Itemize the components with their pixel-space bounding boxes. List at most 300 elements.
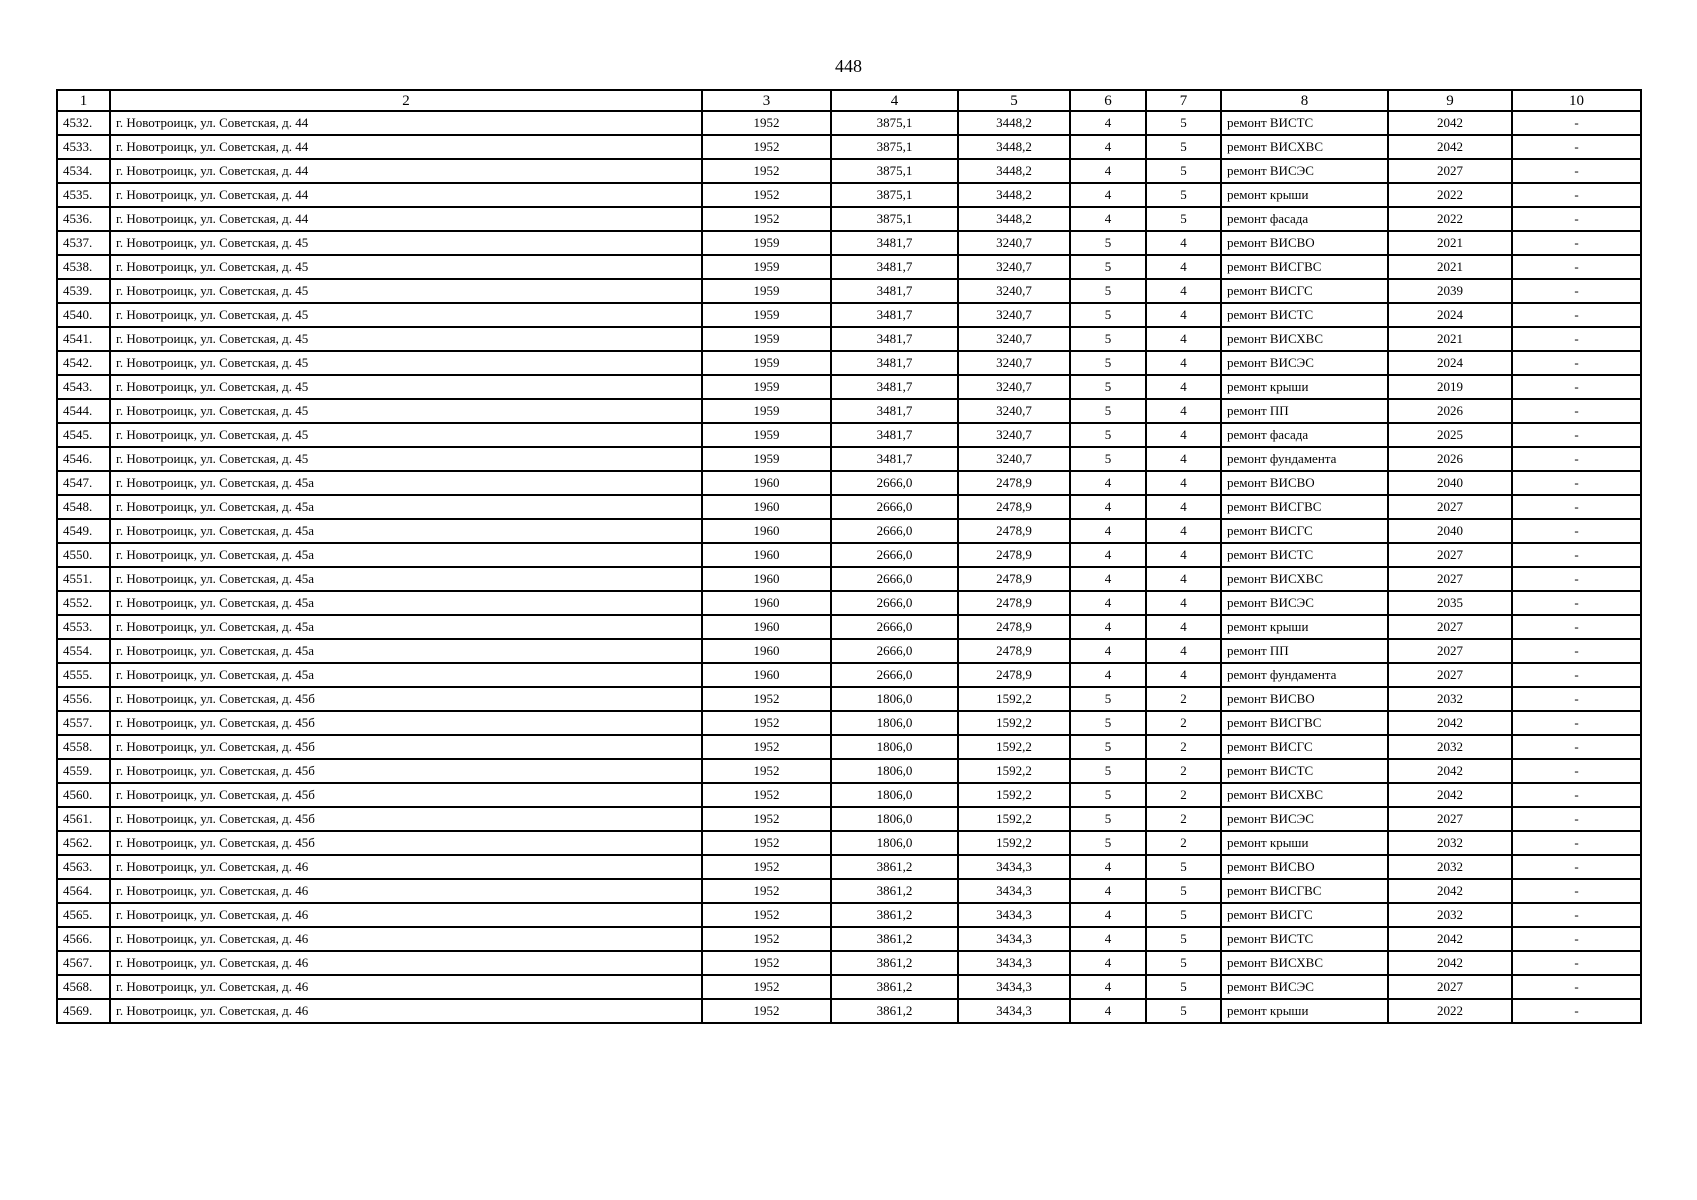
- note-cell: -: [1512, 135, 1641, 159]
- total-area-cell: 3481,7: [831, 231, 958, 255]
- table-row: [57, 543, 1641, 567]
- column-header: 8: [1221, 90, 1388, 111]
- entrances-cell: 2: [1146, 831, 1221, 855]
- table-body: [57, 111, 1641, 1023]
- entrances-cell: 4: [1146, 471, 1221, 495]
- total-area-cell: 3861,2: [831, 999, 958, 1023]
- note-cell: -: [1512, 639, 1641, 663]
- work-type-cell: ремонт ВИСТС: [1221, 543, 1388, 567]
- total-area-cell: 1806,0: [831, 831, 958, 855]
- table-row: [57, 447, 1641, 471]
- note-cell: -: [1512, 567, 1641, 591]
- work-type-cell: ремонт ВИСХВС: [1221, 567, 1388, 591]
- note-cell: -: [1512, 735, 1641, 759]
- floors-cell: 5: [1070, 279, 1146, 303]
- table-row: [57, 831, 1641, 855]
- planned-year-cell: 2027: [1388, 159, 1512, 183]
- row-number-cell: 4556.: [57, 687, 110, 711]
- year-cell: 1952: [702, 807, 831, 831]
- total-area-cell: 3875,1: [831, 135, 958, 159]
- entrances-cell: 4: [1146, 519, 1221, 543]
- planned-year-cell: 2024: [1388, 351, 1512, 375]
- address-cell: г. Новотроицк, ул. Советская, д. 45а: [110, 495, 702, 519]
- planned-year-cell: 2027: [1388, 663, 1512, 687]
- year-cell: 1960: [702, 663, 831, 687]
- row-number-cell: 4559.: [57, 759, 110, 783]
- column-header: 4: [831, 90, 958, 111]
- table-row: [57, 879, 1641, 903]
- address-cell: г. Новотроицк, ул. Советская, д. 45б: [110, 711, 702, 735]
- planned-year-cell: 2026: [1388, 399, 1512, 423]
- note-cell: -: [1512, 855, 1641, 879]
- note-cell: -: [1512, 231, 1641, 255]
- note-cell: -: [1512, 159, 1641, 183]
- floors-cell: 5: [1070, 447, 1146, 471]
- planned-year-cell: 2026: [1388, 447, 1512, 471]
- row-number-cell: 4532.: [57, 111, 110, 135]
- page-number: 448: [835, 56, 862, 76]
- floors-cell: 4: [1070, 111, 1146, 135]
- row-number-cell: 4561.: [57, 807, 110, 831]
- row-number-cell: 4542.: [57, 351, 110, 375]
- note-cell: -: [1512, 303, 1641, 327]
- address-cell: г. Новотроицк, ул. Советская, д. 46: [110, 903, 702, 927]
- table-row: [57, 471, 1641, 495]
- total-area-cell: 3481,7: [831, 255, 958, 279]
- address-cell: г. Новотроицк, ул. Советская, д. 45б: [110, 783, 702, 807]
- total-area-cell: 3481,7: [831, 327, 958, 351]
- table-row: [57, 807, 1641, 831]
- work-type-cell: ремонт ВИСГС: [1221, 735, 1388, 759]
- floors-cell: 5: [1070, 423, 1146, 447]
- row-number-cell: 4554.: [57, 639, 110, 663]
- entrances-cell: 4: [1146, 495, 1221, 519]
- work-type-cell: ремонт ВИСЭС: [1221, 807, 1388, 831]
- living-area-cell: 1592,2: [958, 711, 1070, 735]
- work-type-cell: ремонт ВИСХВС: [1221, 783, 1388, 807]
- entrances-cell: 4: [1146, 255, 1221, 279]
- note-cell: -: [1512, 615, 1641, 639]
- work-type-cell: ремонт ВИСГВС: [1221, 711, 1388, 735]
- entrances-cell: 5: [1146, 927, 1221, 951]
- work-type-cell: ремонт ПП: [1221, 639, 1388, 663]
- floors-cell: 5: [1070, 759, 1146, 783]
- floors-cell: 4: [1070, 927, 1146, 951]
- table-row: [57, 567, 1641, 591]
- address-cell: г. Новотроицк, ул. Советская, д. 46: [110, 951, 702, 975]
- row-number-cell: 4566.: [57, 927, 110, 951]
- entrances-cell: 2: [1146, 759, 1221, 783]
- note-cell: -: [1512, 663, 1641, 687]
- planned-year-cell: 2042: [1388, 711, 1512, 735]
- table-row: [57, 327, 1641, 351]
- total-area-cell: 3481,7: [831, 279, 958, 303]
- row-number-cell: 4565.: [57, 903, 110, 927]
- address-cell: г. Новотроицк, ул. Советская, д. 45б: [110, 687, 702, 711]
- column-header: 10: [1512, 90, 1641, 111]
- total-area-cell: 3861,2: [831, 855, 958, 879]
- total-area-cell: 3481,7: [831, 399, 958, 423]
- table-row: [57, 111, 1641, 135]
- work-type-cell: ремонт фундамента: [1221, 447, 1388, 471]
- year-cell: 1960: [702, 639, 831, 663]
- table-row: [57, 639, 1641, 663]
- living-area-cell: 3448,2: [958, 183, 1070, 207]
- living-area-cell: 2478,9: [958, 495, 1070, 519]
- row-number-cell: 4534.: [57, 159, 110, 183]
- living-area-cell: 1592,2: [958, 735, 1070, 759]
- row-number-cell: 4544.: [57, 399, 110, 423]
- address-cell: г. Новотроицк, ул. Советская, д. 45а: [110, 543, 702, 567]
- year-cell: 1959: [702, 231, 831, 255]
- entrances-cell: 2: [1146, 735, 1221, 759]
- row-number-cell: 4533.: [57, 135, 110, 159]
- work-type-cell: ремонт ВИСГВС: [1221, 495, 1388, 519]
- table-row: [57, 375, 1641, 399]
- column-header: 2: [110, 90, 702, 111]
- address-cell: г. Новотроицк, ул. Советская, д. 45: [110, 447, 702, 471]
- floors-cell: 4: [1070, 519, 1146, 543]
- planned-year-cell: 2022: [1388, 207, 1512, 231]
- entrances-cell: 4: [1146, 423, 1221, 447]
- column-header: 1: [57, 90, 110, 111]
- table-row: [57, 711, 1641, 735]
- note-cell: -: [1512, 207, 1641, 231]
- entrances-cell: 2: [1146, 711, 1221, 735]
- living-area-cell: 3240,7: [958, 303, 1070, 327]
- entrances-cell: 2: [1146, 687, 1221, 711]
- row-number-cell: 4538.: [57, 255, 110, 279]
- total-area-cell: 2666,0: [831, 663, 958, 687]
- year-cell: 1952: [702, 759, 831, 783]
- floors-cell: 4: [1070, 471, 1146, 495]
- total-area-cell: 3481,7: [831, 447, 958, 471]
- total-area-cell: 2666,0: [831, 471, 958, 495]
- planned-year-cell: 2042: [1388, 951, 1512, 975]
- planned-year-cell: 2035: [1388, 591, 1512, 615]
- table-row: [57, 783, 1641, 807]
- table-row: [57, 351, 1641, 375]
- year-cell: 1952: [702, 735, 831, 759]
- column-header: 6: [1070, 90, 1146, 111]
- row-number-cell: 4546.: [57, 447, 110, 471]
- total-area-cell: 3861,2: [831, 879, 958, 903]
- total-area-cell: 3861,2: [831, 903, 958, 927]
- row-number-cell: 4558.: [57, 735, 110, 759]
- floors-cell: 4: [1070, 183, 1146, 207]
- work-type-cell: ремонт крыши: [1221, 831, 1388, 855]
- year-cell: 1952: [702, 855, 831, 879]
- total-area-cell: 2666,0: [831, 567, 958, 591]
- planned-year-cell: 2042: [1388, 135, 1512, 159]
- address-cell: г. Новотроицк, ул. Советская, д. 45: [110, 231, 702, 255]
- row-number-cell: 4568.: [57, 975, 110, 999]
- year-cell: 1959: [702, 423, 831, 447]
- living-area-cell: 3240,7: [958, 423, 1070, 447]
- living-area-cell: 1592,2: [958, 687, 1070, 711]
- work-type-cell: ремонт ВИСВО: [1221, 855, 1388, 879]
- year-cell: 1952: [702, 831, 831, 855]
- work-type-cell: ремонт ВИСЭС: [1221, 351, 1388, 375]
- floors-cell: 4: [1070, 567, 1146, 591]
- year-cell: 1959: [702, 447, 831, 471]
- address-cell: г. Новотроицк, ул. Советская, д. 45: [110, 255, 702, 279]
- year-cell: 1959: [702, 399, 831, 423]
- planned-year-cell: 2027: [1388, 807, 1512, 831]
- address-cell: г. Новотроицк, ул. Советская, д. 45: [110, 423, 702, 447]
- living-area-cell: 3240,7: [958, 399, 1070, 423]
- total-area-cell: 2666,0: [831, 639, 958, 663]
- note-cell: -: [1512, 759, 1641, 783]
- note-cell: -: [1512, 447, 1641, 471]
- entrances-cell: 4: [1146, 303, 1221, 327]
- year-cell: 1960: [702, 591, 831, 615]
- note-cell: -: [1512, 495, 1641, 519]
- living-area-cell: 1592,2: [958, 783, 1070, 807]
- living-area-cell: 3434,3: [958, 879, 1070, 903]
- total-area-cell: 1806,0: [831, 759, 958, 783]
- floors-cell: 5: [1070, 399, 1146, 423]
- floors-cell: 4: [1070, 615, 1146, 639]
- table-row: [57, 183, 1641, 207]
- work-type-cell: ремонт ВИСТС: [1221, 927, 1388, 951]
- total-area-cell: 1806,0: [831, 687, 958, 711]
- table-row: [57, 207, 1641, 231]
- living-area-cell: 3448,2: [958, 111, 1070, 135]
- entrances-cell: 4: [1146, 279, 1221, 303]
- address-cell: г. Новотроицк, ул. Советская, д. 45: [110, 279, 702, 303]
- note-cell: -: [1512, 111, 1641, 135]
- work-type-cell: ремонт ВИСВО: [1221, 687, 1388, 711]
- note-cell: -: [1512, 951, 1641, 975]
- year-cell: 1960: [702, 543, 831, 567]
- floors-cell: 4: [1070, 591, 1146, 615]
- address-cell: г. Новотроицк, ул. Советская, д. 45а: [110, 615, 702, 639]
- planned-year-cell: 2042: [1388, 879, 1512, 903]
- planned-year-cell: 2021: [1388, 327, 1512, 351]
- row-number-cell: 4567.: [57, 951, 110, 975]
- planned-year-cell: 2032: [1388, 855, 1512, 879]
- table-row: [57, 303, 1641, 327]
- note-cell: -: [1512, 975, 1641, 999]
- row-number-cell: 4564.: [57, 879, 110, 903]
- year-cell: 1952: [702, 159, 831, 183]
- row-number-cell: 4539.: [57, 279, 110, 303]
- row-number-cell: 4555.: [57, 663, 110, 687]
- living-area-cell: 3240,7: [958, 327, 1070, 351]
- living-area-cell: 3434,3: [958, 903, 1070, 927]
- column-header: 3: [702, 90, 831, 111]
- year-cell: 1952: [702, 975, 831, 999]
- living-area-cell: 3448,2: [958, 207, 1070, 231]
- planned-year-cell: 2025: [1388, 423, 1512, 447]
- note-cell: -: [1512, 255, 1641, 279]
- row-number-cell: 4569.: [57, 999, 110, 1023]
- work-type-cell: ремонт ВИСГВС: [1221, 255, 1388, 279]
- table-row: [57, 975, 1641, 999]
- row-number-cell: 4543.: [57, 375, 110, 399]
- year-cell: 1959: [702, 327, 831, 351]
- row-number-cell: 4547.: [57, 471, 110, 495]
- address-cell: г. Новотроицк, ул. Советская, д. 45а: [110, 591, 702, 615]
- note-cell: -: [1512, 879, 1641, 903]
- work-type-cell: ремонт фасада: [1221, 423, 1388, 447]
- floors-cell: 5: [1070, 831, 1146, 855]
- address-cell: г. Новотроицк, ул. Советская, д. 44: [110, 135, 702, 159]
- year-cell: 1960: [702, 615, 831, 639]
- note-cell: -: [1512, 927, 1641, 951]
- table-row: [57, 903, 1641, 927]
- year-cell: 1952: [702, 951, 831, 975]
- work-type-cell: ремонт фундамента: [1221, 663, 1388, 687]
- floors-cell: 5: [1070, 375, 1146, 399]
- address-cell: г. Новотроицк, ул. Советская, д. 45а: [110, 663, 702, 687]
- living-area-cell: 2478,9: [958, 639, 1070, 663]
- entrances-cell: 4: [1146, 567, 1221, 591]
- planned-year-cell: 2027: [1388, 615, 1512, 639]
- planned-year-cell: 2027: [1388, 567, 1512, 591]
- planned-year-cell: 2027: [1388, 639, 1512, 663]
- year-cell: 1959: [702, 303, 831, 327]
- address-cell: г. Новотроицк, ул. Советская, д. 46: [110, 927, 702, 951]
- floors-cell: 5: [1070, 711, 1146, 735]
- note-cell: -: [1512, 183, 1641, 207]
- planned-year-cell: 2040: [1388, 471, 1512, 495]
- total-area-cell: 3861,2: [831, 951, 958, 975]
- total-area-cell: 3481,7: [831, 375, 958, 399]
- floors-cell: 4: [1070, 855, 1146, 879]
- row-number-cell: 4553.: [57, 615, 110, 639]
- work-type-cell: ремонт ВИСЭС: [1221, 159, 1388, 183]
- address-cell: г. Новотроицк, ул. Советская, д. 45: [110, 327, 702, 351]
- floors-cell: 4: [1070, 495, 1146, 519]
- table-row: [57, 927, 1641, 951]
- work-type-cell: ремонт ВИСЭС: [1221, 591, 1388, 615]
- year-cell: 1959: [702, 375, 831, 399]
- entrances-cell: 5: [1146, 903, 1221, 927]
- note-cell: -: [1512, 327, 1641, 351]
- table-row: [57, 135, 1641, 159]
- living-area-cell: 1592,2: [958, 759, 1070, 783]
- total-area-cell: 2666,0: [831, 591, 958, 615]
- row-number-cell: 4545.: [57, 423, 110, 447]
- floors-cell: 5: [1070, 783, 1146, 807]
- total-area-cell: 3861,2: [831, 927, 958, 951]
- row-number-cell: 4541.: [57, 327, 110, 351]
- row-number-cell: 4536.: [57, 207, 110, 231]
- row-number-cell: 4560.: [57, 783, 110, 807]
- table-row: [57, 519, 1641, 543]
- floors-cell: 4: [1070, 663, 1146, 687]
- table-row: [57, 615, 1641, 639]
- floors-cell: 4: [1070, 207, 1146, 231]
- planned-year-cell: 2021: [1388, 231, 1512, 255]
- entrances-cell: 5: [1146, 999, 1221, 1023]
- planned-year-cell: 2021: [1388, 255, 1512, 279]
- row-number-cell: 4557.: [57, 711, 110, 735]
- table-row: [57, 399, 1641, 423]
- planned-year-cell: 2042: [1388, 783, 1512, 807]
- header-row: [57, 90, 1641, 111]
- living-area-cell: 1592,2: [958, 831, 1070, 855]
- address-cell: г. Новотроицк, ул. Советская, д. 45б: [110, 831, 702, 855]
- address-cell: г. Новотроицк, ул. Советская, д. 44: [110, 159, 702, 183]
- table-row: [57, 735, 1641, 759]
- floors-cell: 5: [1070, 687, 1146, 711]
- planned-year-cell: 2042: [1388, 111, 1512, 135]
- row-number-cell: 4552.: [57, 591, 110, 615]
- living-area-cell: 3434,3: [958, 975, 1070, 999]
- entrances-cell: 5: [1146, 975, 1221, 999]
- floors-cell: 5: [1070, 303, 1146, 327]
- living-area-cell: 3240,7: [958, 351, 1070, 375]
- total-area-cell: 1806,0: [831, 735, 958, 759]
- note-cell: -: [1512, 687, 1641, 711]
- planned-year-cell: 2022: [1388, 183, 1512, 207]
- entrances-cell: 4: [1146, 663, 1221, 687]
- total-area-cell: 3875,1: [831, 111, 958, 135]
- row-number-cell: 4550.: [57, 543, 110, 567]
- address-cell: г. Новотроицк, ул. Советская, д. 45а: [110, 639, 702, 663]
- planned-year-cell: 2027: [1388, 495, 1512, 519]
- year-cell: 1952: [702, 135, 831, 159]
- note-cell: -: [1512, 711, 1641, 735]
- row-number-cell: 4551.: [57, 567, 110, 591]
- entrances-cell: 4: [1146, 231, 1221, 255]
- note-cell: -: [1512, 351, 1641, 375]
- living-area-cell: 2478,9: [958, 615, 1070, 639]
- note-cell: -: [1512, 591, 1641, 615]
- address-cell: г. Новотроицк, ул. Советская, д. 45а: [110, 519, 702, 543]
- entrances-cell: 4: [1146, 639, 1221, 663]
- floors-cell: 5: [1070, 327, 1146, 351]
- table-row: [57, 687, 1641, 711]
- total-area-cell: 2666,0: [831, 615, 958, 639]
- total-area-cell: 1806,0: [831, 711, 958, 735]
- row-number-cell: 4563.: [57, 855, 110, 879]
- work-type-cell: ремонт ВИСГВС: [1221, 879, 1388, 903]
- note-cell: -: [1512, 375, 1641, 399]
- work-type-cell: ремонт крыши: [1221, 183, 1388, 207]
- address-cell: г. Новотроицк, ул. Советская, д. 46: [110, 855, 702, 879]
- floors-cell: 4: [1070, 639, 1146, 663]
- floors-cell: 4: [1070, 951, 1146, 975]
- note-cell: -: [1512, 807, 1641, 831]
- table-row: [57, 759, 1641, 783]
- year-cell: 1952: [702, 111, 831, 135]
- floors-cell: 5: [1070, 351, 1146, 375]
- living-area-cell: 3240,7: [958, 231, 1070, 255]
- floors-cell: 5: [1070, 735, 1146, 759]
- address-cell: г. Новотроицк, ул. Советская, д. 45: [110, 399, 702, 423]
- note-cell: -: [1512, 903, 1641, 927]
- living-area-cell: 3448,2: [958, 135, 1070, 159]
- entrances-cell: 5: [1146, 135, 1221, 159]
- floors-cell: 4: [1070, 135, 1146, 159]
- work-type-cell: ремонт фасада: [1221, 207, 1388, 231]
- work-type-cell: ремонт ВИСХВС: [1221, 951, 1388, 975]
- year-cell: 1952: [702, 927, 831, 951]
- total-area-cell: 3875,1: [831, 207, 958, 231]
- planned-year-cell: 2042: [1388, 927, 1512, 951]
- living-area-cell: 3448,2: [958, 159, 1070, 183]
- table-row: [57, 999, 1641, 1023]
- floors-cell: 4: [1070, 975, 1146, 999]
- work-type-cell: ремонт крыши: [1221, 375, 1388, 399]
- entrances-cell: 2: [1146, 807, 1221, 831]
- column-header: 9: [1388, 90, 1512, 111]
- work-type-cell: ремонт ВИСГС: [1221, 279, 1388, 303]
